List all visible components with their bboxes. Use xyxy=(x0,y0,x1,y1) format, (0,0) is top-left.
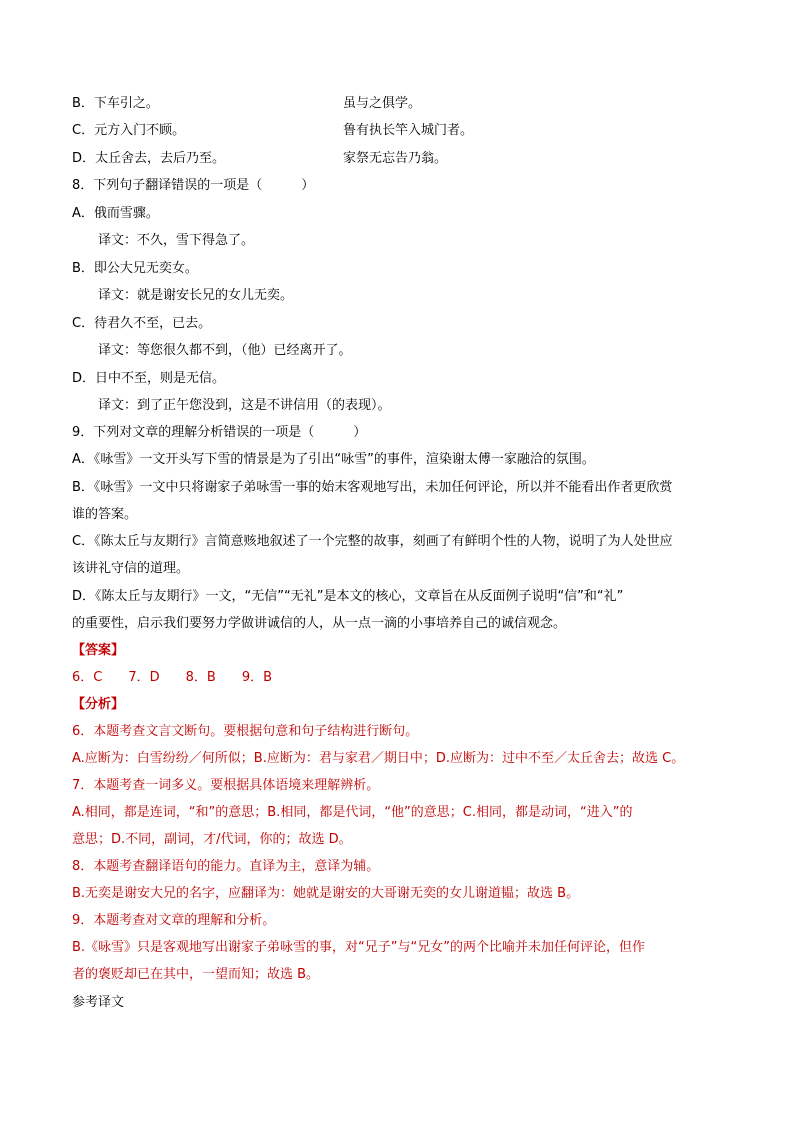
analysis-line-5: 意思；D.不同，副词，才/代词，你的；故选 D。 xyxy=(72,832,352,847)
analysis-line-9: B.《咏雪》只是客观地写出谢家子弟咏雪的事，对“兄子”与“兄女”的两个比喻并未加任何评论，但作 xyxy=(72,940,645,955)
q9-option-b-line1: B．《咏雪》一文中只将谢家子弟咏雪一事的始末客观地写出，未加任何评论，所以并不能看出作者更欣赏 xyxy=(72,480,673,495)
q8-option-b: B．即公大兄无奕女。 xyxy=(72,261,198,276)
answer-text: 6．C 7．D 8．B 9．B xyxy=(72,670,273,685)
q7-option-b-left: B．下车引之。 xyxy=(72,96,159,111)
q7-option-b xyxy=(72,95,422,113)
analysis-heading: 【分析】 xyxy=(72,697,125,712)
analysis-line-4: A.相同，都是连词，“和”的意思；B.相同，都是代词，“他”的意思；C.相同，都是动词，“进入”的 xyxy=(72,805,633,820)
q7-option-d xyxy=(72,150,448,168)
q7-option-c-left: C．元方入门不顾。 xyxy=(72,123,186,138)
q7-option-c xyxy=(72,122,474,140)
q9-option-d-line2: 的重要性，启示我们要努力学做讲诚信的人，从一点一滴的小事培养自己的诚信观念。 xyxy=(72,616,567,631)
analysis-line-10: 者的褒贬却已在其中，一望而知；故选 B。 xyxy=(72,967,320,982)
reference-translation-title: 参考译文 xyxy=(72,995,125,1010)
q7-option-d-left: D．太丘舍去，去后乃至。 xyxy=(72,151,226,166)
q8-option-c-translation: 译文：等您很久都不到，（他）已经离开了。 xyxy=(98,343,352,358)
analysis-line-2: A.应断为：白雪纷纷／何所似；B.应断为：君与家君／期日中；D.应断为：过中不至／太丘舍去；故选 C。 xyxy=(72,751,685,766)
q7-option-d-right: 家祭无忘告乃翁。 xyxy=(343,151,448,166)
q8-option-c: C．待君久不至，已去。 xyxy=(72,316,212,331)
q7-option-c-right: 鲁有执长竿入城门者。 xyxy=(343,123,474,138)
q9-option-d-line1: D．《陈太丘与友期行》一文，“无信”“无礼”是本文的核心，文章旨在从反面例子说明“信”和“礼” xyxy=(72,589,624,604)
q7-option-b-right: 虽与之俱学。 xyxy=(343,96,422,111)
q8-option-d-translation: 译文：到了正午您没到，这是不讲信用（的表现）。 xyxy=(98,398,391,413)
q9-option-b-line2: 谁的答案。 xyxy=(72,507,138,522)
answer-heading: 【答案】 xyxy=(72,643,125,658)
q8-option-b-translation: 译文：就是谢安长兄的女儿无奕。 xyxy=(98,288,294,303)
q8-option-d: D．日中不至，则是无信。 xyxy=(72,371,226,386)
analysis-line-7: B.无奕是谢安大兄的名字，应翻译为：她就是谢安的大哥谢无奕的女儿谢道韫；故选 B。 xyxy=(72,886,580,901)
analysis-line-1: 6．本题考查文言文断句。要根据句意和句子结构进行断句。 xyxy=(72,724,419,739)
q9-option-c-line1: C．《陈太丘与友期行》言简意赅地叙述了一个完整的故事，刻画了有鲜明个性的人物，说明了为人处世应 xyxy=(72,534,673,549)
q9-stem: 9．下列对文章的理解分析错误的一项是（ ） xyxy=(72,425,367,440)
q8-option-a: A．俄而雪骤。 xyxy=(72,206,159,221)
q8-option-a-translation: 译文：不久，雪下得急了。 xyxy=(98,233,255,248)
q9-option-c-line2: 该讲礼守信的道理。 xyxy=(72,561,190,576)
analysis-line-3: 7．本题考查一词多义。要根据具体语境来理解辨析。 xyxy=(72,778,380,793)
q8-stem: 8．下列句子翻译错误的一项是（ ） xyxy=(72,178,315,193)
analysis-line-6: 8．本题考查翻译语句的能力。直译为主，意译为辅。 xyxy=(72,859,380,874)
analysis-line-8: 9．本题考查对文章的理解和分析。 xyxy=(72,913,276,928)
q9-option-a: A．《咏雪》一文开头写下雪的情景是为了引出“咏雪”的事件，渲染谢太傅一家融洽的氛围。 xyxy=(72,452,595,467)
